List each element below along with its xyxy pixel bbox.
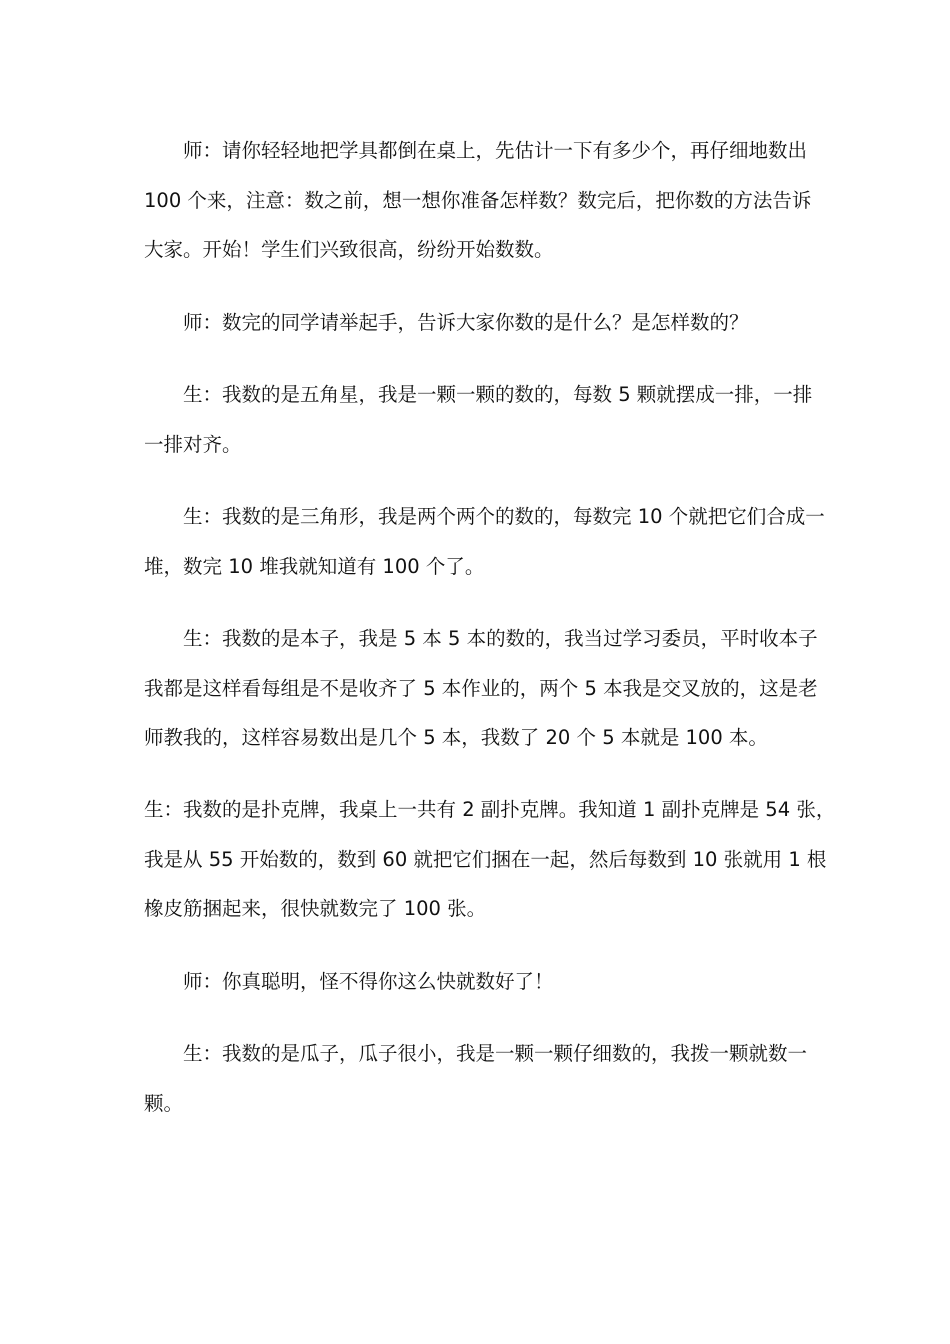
text-line: 生：我数的是瓜子，瓜子很小，我是一颗一颗仔细数的，我拨一颗就数一 — [183, 1042, 808, 1065]
paragraph-student-notebooks — [144, 614, 818, 763]
text-line: 大家。开始！学生们兴致很高，纷纷开始数数。 — [144, 238, 554, 261]
paragraph-teacher-instruction — [144, 126, 812, 275]
text-line: 师教我的，这样容易数出是几个 5 本，我数了 20 个 5 本就是 100 本。 — [144, 726, 768, 749]
text-line: 师：你真聪明，怪不得你这么快就数好了！ — [183, 970, 554, 993]
text-line: 生：我数的是扑克牌，我桌上一共有 2 副扑克牌。我知道 1 副扑克牌是 54 张， — [144, 798, 836, 821]
text-line: 颗。 — [144, 1091, 184, 1115]
text-line: 一排对齐。 — [144, 432, 242, 456]
text-line: 我是从 55 开始数的，数到 60 就把它们捆在一起，然后每数到 10 张就用 1 根 — [144, 847, 827, 871]
text-line: 生：我数的是五角星，我是一颗一颗的数的，每数 5 颗就摆成一排，一排 — [183, 383, 813, 406]
text-line: 生：我数的是本子，我是 5 本 5 本的数的，我当过学习委员，平时收本子 — [183, 627, 818, 650]
text-line: 师：数完的同学请举起手，告诉大家你数的是什么？是怎样数的？ — [183, 311, 749, 334]
text-line: 生：我数的是三角形，我是两个两个的数的，每数完 10 个就把它们合成一 — [183, 505, 825, 528]
text-line: 堆，数完 10 堆我就知道有 100 个了。 — [144, 554, 485, 578]
text-line: 100 个来，注意：数之前，想一想你准备怎样数？数完后，把你数的方法告诉 — [144, 188, 812, 212]
text-line: 我都是这样看每组是不是收齐了 5 本作业的，两个 5 本我是交叉放的，这是老 — [144, 676, 818, 700]
paragraph-teacher-praise — [144, 957, 809, 1007]
paragraph-student-cards — [144, 785, 836, 934]
paragraph-student-seeds — [144, 1029, 809, 1128]
paragraph-student-stars — [144, 370, 813, 469]
text-line: 橡皮筋捆起来，很快就数完了 100 张。 — [144, 897, 487, 920]
paragraph-student-triangles — [144, 492, 825, 591]
paragraph-teacher-question — [144, 298, 809, 348]
text-line: 师：请你轻轻地把学具都倒在桌上，先估计一下有多少个，再仔细地数出 — [183, 139, 808, 162]
